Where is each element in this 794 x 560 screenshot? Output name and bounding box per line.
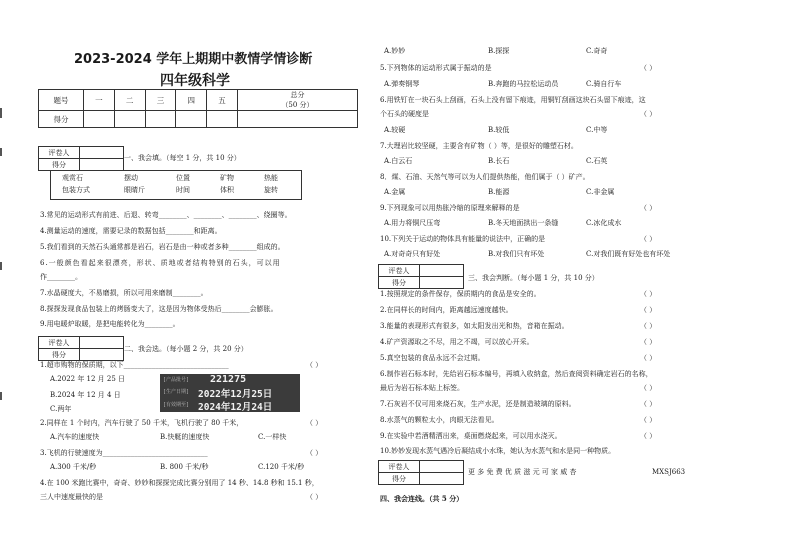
grader-box	[38, 146, 124, 171]
product-date-stamp	[160, 374, 300, 412]
word-bank-item: 包装方式	[62, 186, 90, 194]
footer-watermark-text: 更 多 免 费 优 质 滋 元 可 家 威 杏	[468, 468, 577, 476]
grader-box	[378, 460, 464, 485]
choice-option: B.能源	[488, 188, 510, 196]
choice-option: A.2022 年 12 月 25 日	[50, 375, 126, 383]
answer-paren: （ ）	[640, 306, 657, 314]
judge-item-cont: 最后为岩石标本贴上标签。	[380, 384, 464, 392]
choice-option: A.汽车的速度快	[50, 433, 100, 441]
grader-cell[interactable]	[80, 159, 124, 171]
choice-option: B.2024 年 12 月 4 日	[50, 391, 121, 399]
word-bank-item: 热能	[264, 174, 278, 182]
fill-question: 6.一般颜色看起来很漂亮，形状、质地或者结构特别的石头，可以用	[40, 259, 281, 267]
grader-cell[interactable]	[80, 349, 124, 361]
choice-option: A.对奇奇只有好处	[384, 250, 441, 258]
grader-label: 评卷人	[39, 337, 80, 349]
stamp-code: 221275	[210, 374, 247, 385]
grader-label: 评卷人	[379, 265, 420, 277]
score-header: 二	[114, 90, 145, 111]
word-bank-item: 时间	[176, 186, 190, 194]
choice-option: A.妙妙	[384, 47, 406, 55]
answer-paren: （ ）	[640, 400, 657, 408]
score-cell[interactable]	[84, 111, 115, 128]
binding-mark	[0, 392, 2, 400]
score-cell[interactable]	[176, 111, 207, 128]
choice-question: 7.大理岩比较坚硬，主要含有矿物（ ）等，是很好的雕塑石材。	[380, 142, 578, 150]
judge-item: 3.能量的表现形式有很多，如太阳发出光和热，音箱在振动。	[380, 322, 569, 330]
grader-label: 得分	[379, 277, 420, 289]
judge-item: 2.在同样长的时间内，距离越远速度越快。	[380, 306, 513, 314]
choice-option: B.长石	[488, 157, 510, 165]
choice-option: C.骑自行车	[586, 80, 622, 88]
word-bank-item: 旋转	[264, 186, 278, 194]
grader-cell[interactable]	[420, 461, 464, 473]
choice-option: C.非金属	[586, 188, 615, 196]
exam-subtitle: 四年级科学	[160, 73, 230, 89]
judge-item: 10.妙妙发现水蒸气遇冷后凝结成小水珠，她认为水蒸气和水是同一种物质。	[380, 447, 616, 455]
binding-mark	[0, 108, 2, 118]
choice-option: B.快艇的速度快	[160, 433, 210, 441]
judge-item: 5.真空包装的食品永远不会过期。	[380, 354, 485, 362]
score-cell[interactable]	[237, 111, 357, 128]
choice-option: C.中等	[586, 126, 608, 134]
answer-paren: （ ）	[640, 416, 657, 424]
choice-question: 6.用铁钉在一块石头上刮画，石头上没有留下痕迹，用铜钉刮画这块石头留下痕迹，这	[380, 96, 646, 104]
answer-paren: （ ）	[640, 110, 657, 118]
choice-option: B. 800 千米/秒	[160, 463, 209, 471]
answer-paren: （ ）	[640, 354, 657, 362]
score-header: 四	[176, 90, 207, 111]
score-cell[interactable]	[207, 111, 238, 128]
fill-question: 9.用电暖炉取暖，是把电能转化为________。	[40, 320, 180, 328]
word-bank-item: 体积	[220, 186, 234, 194]
choice-option: C.冰化成水	[586, 219, 622, 227]
judge-item: 4.矿产资源取之不尽，用之不竭，可以放心开采。	[380, 338, 534, 346]
answer-paren: （ ）	[306, 419, 323, 427]
choice-option: C.石英	[586, 157, 608, 165]
judge-item: 1.按照规定的条件保存，保质期内的食品是安全的。	[380, 290, 541, 298]
stamp-label: [有效期至]	[163, 402, 190, 408]
grader-box	[38, 336, 124, 361]
choice-question-cont: 个石头的硬度是	[380, 110, 429, 118]
fill-question: 4.测量运动的速度，需要记录的数据包括________和距离。	[40, 227, 222, 235]
word-bank-item: 观赏石	[62, 174, 83, 182]
choice-option: A.用力将铜尺压弯	[384, 219, 441, 227]
choice-question: 3.飞机的行驶速度为______________________________	[40, 449, 208, 457]
choice-option: C.两年	[50, 405, 72, 413]
answer-paren: （ ）	[640, 235, 657, 243]
grader-cell[interactable]	[80, 147, 124, 159]
choice-option: A.金属	[384, 188, 406, 196]
word-bank-item: 矿物	[220, 174, 234, 182]
exam-title: 2023-2024 学年上期期中教情学情诊断	[74, 52, 313, 67]
fill-question: 7.水晶硬度大，不易磨损，所以可用来磨制________。	[40, 289, 208, 297]
answer-paren: （ ）	[640, 64, 657, 72]
score-cell[interactable]	[114, 111, 145, 128]
stamp-production-date: 2022年12月25日	[198, 389, 273, 400]
fill-question: 3.常见的运动形式有前进、后退、转弯________、________、________、绕圈等。	[40, 211, 292, 219]
stamp-label: [产品批号]	[163, 377, 190, 383]
choice-option: B.较低	[488, 126, 510, 134]
grader-label: 得分	[39, 159, 80, 171]
word-bank-item: 位置	[176, 174, 190, 182]
page-code: MXSJ663	[652, 468, 686, 476]
choice-option: A.300 千米/秒	[50, 463, 97, 471]
choice-option: B.冬天地面拱出一条缝	[488, 219, 559, 227]
score-row-label: 得分	[39, 111, 84, 128]
judge-item: 8.水蒸气的颗粒太小，肉眼无法看见。	[380, 416, 499, 424]
score-header: 五	[207, 90, 238, 111]
choice-option: C.一样快	[258, 433, 287, 441]
section2-heading: 二、我会选。（每小题 2 分，共 20 分）	[124, 345, 248, 353]
grader-cell[interactable]	[420, 265, 464, 277]
judge-item: 6.制作岩石标本时，先给岩石标本编号，再填入收纳盒，然后查阅资料确定岩石的名称，	[380, 370, 653, 378]
choice-option: C.奇奇	[586, 47, 608, 55]
answer-paren: （ ）	[306, 493, 323, 501]
word-bank-item: 摆动	[124, 174, 138, 182]
section1-heading: 一、我会填。（每空 1 分，共 10 分）	[124, 154, 241, 162]
grader-cell[interactable]	[80, 337, 124, 349]
choice-question: 2.同样在 1 个时内，汽车行驶了 50 千米，飞机行驶了 80 千米，	[40, 419, 244, 427]
section3-heading: 三、我会判断。（每小题 1 分，共 10 分）	[468, 274, 599, 282]
choice-question-cont: 三人中速度最快的是	[40, 493, 103, 501]
score-header: 三	[145, 90, 176, 111]
choice-question: 4.在 100 米跑比赛中，奇奇、妙妙和探探完成比赛分别用了 14 秒、14.8 秒和 15.1 秒，	[40, 479, 319, 487]
answer-paren: （ ）	[640, 432, 657, 440]
answer-paren: （ ）	[306, 361, 323, 369]
choice-option: B.探探	[488, 47, 510, 55]
score-table	[38, 89, 358, 128]
judge-item: 7.石灰岩不仅可用来烧石灰，生产水泥，还是制造玻璃的原料。	[380, 400, 576, 408]
choice-option: A.弹奏钢琴	[384, 80, 420, 88]
binding-mark	[0, 262, 2, 270]
fill-question: 8.探探发现食品包装上的烤肠变大了，这是因为物体受热后________会膨胀。	[40, 305, 278, 313]
answer-paren: （ ）	[640, 322, 657, 330]
choice-question: 8．煤、石油、天然气等可以为人们提供热能，他们属于（ ）矿产。	[380, 173, 590, 181]
score-header: 一	[84, 90, 115, 111]
choice-option: A.较硬	[384, 126, 406, 134]
choice-question: 10.下列关于运动的物体具有能量的说法中，正确的是	[380, 235, 546, 243]
choice-option: B.对我们只有坏处	[488, 250, 545, 258]
score-cell[interactable]	[145, 111, 176, 128]
stamp-expiry-date: 2024年12月24日	[198, 402, 273, 413]
choice-option: A.白云石	[384, 157, 413, 165]
answer-paren: （ ）	[640, 290, 657, 298]
answer-paren: （ ）	[640, 384, 657, 392]
section4-heading: 四、我会连线。（共 5 分）	[380, 494, 464, 503]
word-bank-item: 眼睛斤	[124, 186, 145, 194]
choice-question: 1.超市购物的保质期，以下______________________________	[40, 361, 229, 369]
grader-label: 得分	[39, 349, 80, 361]
score-header-total: 总分 （50 分）	[237, 90, 357, 111]
grader-cell[interactable]	[420, 473, 464, 485]
score-header: 题号	[39, 90, 84, 111]
choice-option: C.对我们既有好处也有坏处	[586, 250, 671, 258]
answer-paren: （ ）	[640, 338, 657, 346]
fill-question-cont: 作________。	[40, 273, 82, 281]
stamp-label: [生产日期]	[163, 389, 190, 395]
answer-paren: （ ）	[306, 449, 323, 457]
grader-label: 得分	[379, 473, 420, 485]
judge-item: 9.在实验中若酒精洒出来，桌面燃烧起来，可以用水浇灭。	[380, 432, 562, 440]
fill-question: 5.我们看到的天然石头通常都是岩石，岩石是由一种或者多种________组成的。	[40, 243, 285, 251]
grader-box	[378, 264, 464, 289]
answer-paren: （ ）	[640, 204, 657, 212]
choice-question: 5.下列物体的运动形式属于振动的是	[380, 64, 492, 72]
choice-option: B.奔跑的马拉松运动员	[488, 80, 559, 88]
binding-mark	[0, 148, 2, 156]
grader-cell[interactable]	[420, 277, 464, 289]
choice-question: 9.下列现象可以用热胀冷缩的原理来解释的是	[380, 204, 520, 212]
grader-label: 评卷人	[39, 147, 80, 159]
grader-label: 评卷人	[379, 461, 420, 473]
choice-option: C.120 千米/秒	[258, 463, 305, 471]
